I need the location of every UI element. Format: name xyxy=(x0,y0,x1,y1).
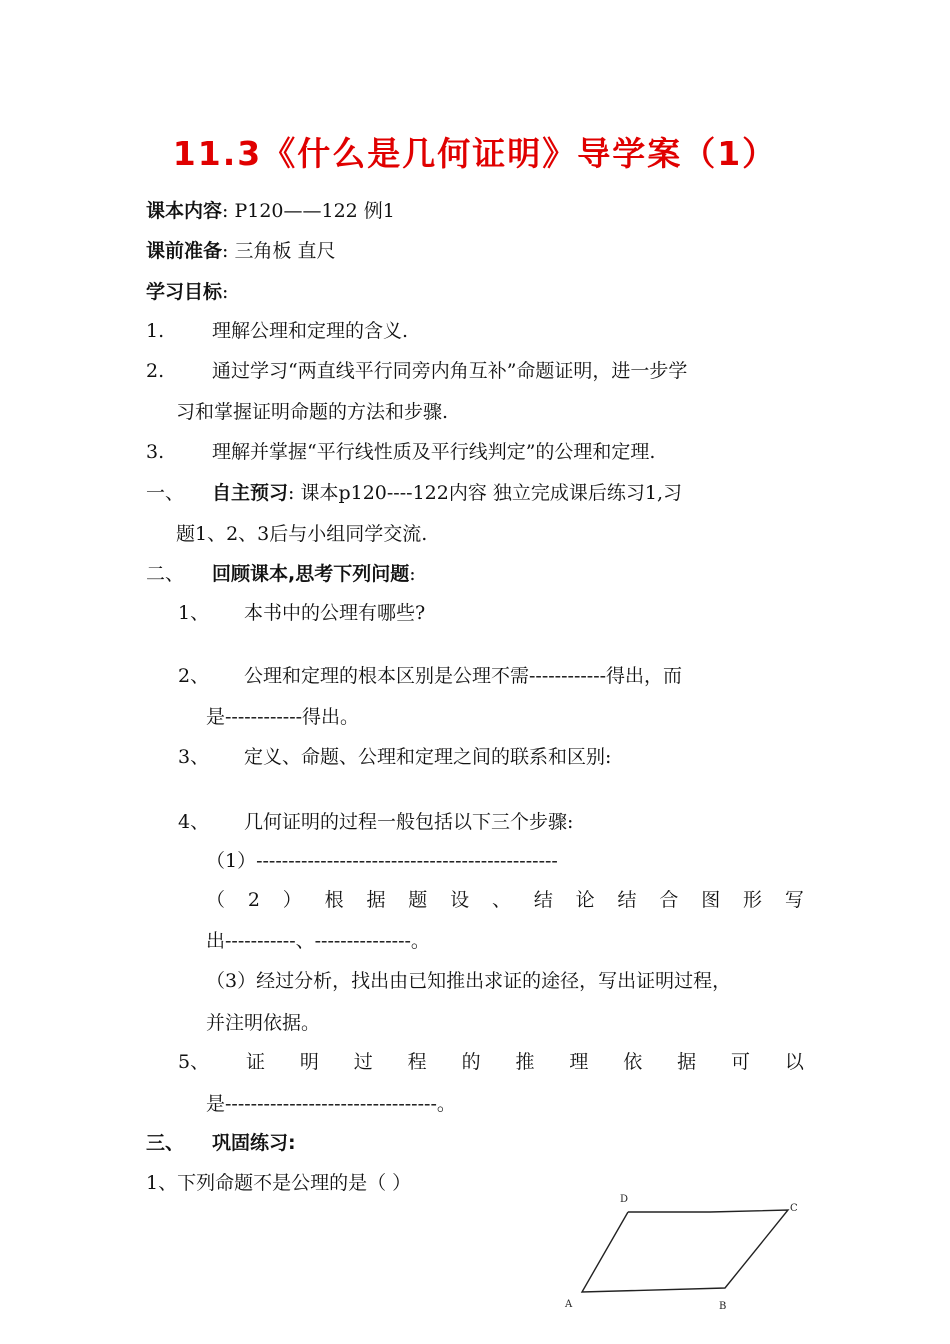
question-text: 几何证明的过程一般包括以下三个步骤: xyxy=(244,811,574,833)
goal-text: 通过学习“两直线平行同旁内角互补”命题证明，进一步学 xyxy=(212,360,688,382)
question-4 xyxy=(178,808,573,836)
section-1-text: : 课本p120----122内容 独立完成课后练习1,习 xyxy=(288,482,682,504)
goal-item-1 xyxy=(146,317,408,345)
question-5-char: 以 xyxy=(784,1051,804,1073)
step-2-char: 题 xyxy=(408,889,428,911)
page-title: 11.3《什么是几何证明》导学案（1） xyxy=(172,134,778,173)
section-1 xyxy=(146,479,682,507)
goals-colon: : xyxy=(222,281,229,303)
question-number: 4、 xyxy=(178,811,210,833)
question-5-char: 理 xyxy=(569,1051,589,1073)
section-3-label: 巩固练习: xyxy=(212,1132,296,1154)
question-5-char: 证 xyxy=(246,1051,266,1073)
vertex-label-b: B xyxy=(719,1301,727,1312)
section-number: 一、 xyxy=(146,482,185,504)
goal-number: 3. xyxy=(146,441,165,463)
goals-heading xyxy=(146,278,228,306)
step-2-char: 论 xyxy=(575,889,595,911)
question-5-char: 的 xyxy=(461,1051,481,1073)
question-2 xyxy=(178,662,682,690)
question-5-char: 据 xyxy=(677,1051,697,1073)
step-2-char: 结 xyxy=(533,889,553,911)
step-2-char: 形 xyxy=(743,889,763,911)
question-5-char: 推 xyxy=(515,1051,535,1073)
vertex-label-a: A xyxy=(565,1299,573,1310)
vertex-label-d: D xyxy=(620,1194,629,1205)
parallelogram-figure xyxy=(560,1185,810,1315)
goal-text: 理解并掌握“平行线性质及平行线判定”的公理和定理. xyxy=(212,441,656,463)
question-text: 定义、命题、公理和定理之间的联系和区别: xyxy=(244,746,612,768)
textbook-line xyxy=(146,197,395,225)
step-3: （3）经过分析，找出由已知推出求证的途径，写出证明过程， xyxy=(206,970,732,992)
question-5-char: 明 xyxy=(299,1051,319,1073)
question-2-cont: 是------------得出。 xyxy=(206,706,360,728)
goal-number: 2. xyxy=(146,360,165,382)
question-text: 本书中的公理有哪些? xyxy=(244,602,426,624)
exercise-1: 1、下列命题不是公理的是（ ） xyxy=(146,1172,412,1194)
step-2-char: 图 xyxy=(701,889,721,911)
section-2-colon: : xyxy=(409,563,416,585)
question-number: 3、 xyxy=(178,746,210,768)
section-3 xyxy=(146,1129,296,1157)
step-2-char: ） xyxy=(282,889,302,911)
section-1-cont: 题1、2、3后与小组同学交流. xyxy=(176,523,428,545)
step-1: （1）----------------------------------------------- xyxy=(206,850,558,872)
question-number: 1、 xyxy=(178,602,210,624)
step-2-spread-line xyxy=(206,886,804,914)
question-text: 公理和定理的根本区别是公理不需------------得出，而 xyxy=(244,665,683,687)
section-2-label: 回顾课本,思考下列问题 xyxy=(212,563,410,585)
prep-value: : 三角板 直尺 xyxy=(222,240,336,262)
step-2-cont: 出-----------、---------------。 xyxy=(206,930,430,952)
question-number: 2、 xyxy=(178,665,210,687)
step-3-cont: 并注明依据。 xyxy=(206,1012,321,1034)
question-5-spread-line xyxy=(246,1048,804,1076)
goal-item-3 xyxy=(146,438,655,466)
step-2-char: 合 xyxy=(659,889,679,911)
step-2-char: 设 xyxy=(450,889,470,911)
goal-number: 1. xyxy=(146,320,165,342)
step-2-char: 根 xyxy=(324,889,344,911)
step-2-char: 、 xyxy=(491,889,511,911)
question-5-char: 可 xyxy=(731,1051,751,1073)
step-2-char: 2 xyxy=(247,889,260,911)
parallelogram-shape xyxy=(582,1210,788,1292)
question-5-number: 5、 xyxy=(178,1051,210,1073)
prep-label: 课前准备 xyxy=(146,240,223,262)
goal-text: 理解公理和定理的含义. xyxy=(212,320,409,342)
section-number: 二、 xyxy=(146,563,185,585)
textbook-value: : P120——122 例1 xyxy=(222,200,395,222)
section-1-label: 自主预习 xyxy=(212,482,289,504)
prep-line xyxy=(146,237,336,265)
step-2-char: 写 xyxy=(784,889,804,911)
question-3 xyxy=(178,743,611,771)
step-2-char: （ xyxy=(206,889,226,911)
vertex-label-c: C xyxy=(790,1203,798,1214)
goals-label: 学习目标 xyxy=(146,281,223,303)
goal-item-2-cont: 习和掌握证明命题的方法和步骤. xyxy=(176,401,449,423)
section-number: 三、 xyxy=(146,1132,185,1154)
question-5-char: 程 xyxy=(407,1051,427,1073)
question-1 xyxy=(178,599,425,627)
section-2 xyxy=(146,560,416,588)
goal-item-2 xyxy=(146,357,687,385)
question-5-cont: 是---------------------------------。 xyxy=(206,1093,456,1115)
step-2-char: 结 xyxy=(617,889,637,911)
textbook-label: 课本内容 xyxy=(146,200,223,222)
question-5-char: 过 xyxy=(353,1051,373,1073)
step-2-char: 据 xyxy=(366,889,386,911)
question-5-char: 依 xyxy=(623,1051,643,1073)
